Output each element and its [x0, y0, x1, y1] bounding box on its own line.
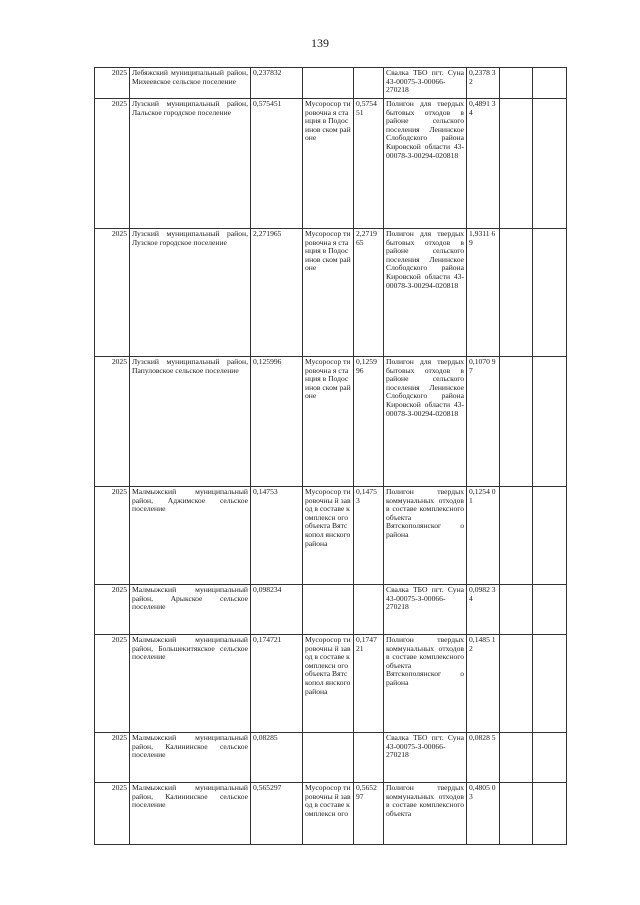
municipality-cell: Малмыжский муниципальный район, Большекитякское сельское поселение	[130, 635, 251, 733]
year-cell: 2025	[95, 487, 130, 585]
year-cell: 2025	[95, 585, 130, 635]
empty-cell	[533, 357, 567, 487]
table-row	[95, 68, 567, 99]
municipality-cell: Малмыжский муниципальный район, Калининское сельское поселение	[130, 783, 251, 845]
volume-cell: 0,125996	[251, 357, 303, 487]
volume-cell: 0,08285	[251, 733, 303, 783]
disposal-site-cell: Полигон твердых коммунальных отходов в составе комплексного объекта	[384, 783, 467, 845]
municipality-cell: Лузский муниципальный район, Лузское городское поселение	[130, 229, 251, 357]
processing-volume-cell: 0,1475 3	[354, 487, 384, 585]
processing-object-cell: Мусоросор тировочны й завод в составе комплексн ого	[303, 783, 354, 845]
empty-cell	[500, 357, 533, 487]
table-row	[95, 585, 567, 635]
year-cell: 2025	[95, 229, 130, 357]
municipality-cell: Лузский муниципальный район, Папуловское сельское поселение	[130, 357, 251, 487]
municipality-cell: Лебяжский муниципальный район, Михеевское сельское поселение	[130, 68, 251, 99]
municipality-cell: Малмыжский муниципальный район, Аджимское сельское поселение	[130, 487, 251, 585]
processing-volume-cell: 2,2719 65	[354, 229, 384, 357]
table-row	[95, 635, 567, 733]
processing-object-cell: Мусоросор тировочна я станция в Подосинов ском районе	[303, 357, 354, 487]
waste-flow-table	[94, 67, 567, 845]
empty-cell	[500, 783, 533, 845]
disposal-volume-cell: 0,4891 34	[467, 99, 500, 229]
table-row	[95, 733, 567, 783]
page-number: 139	[311, 36, 329, 50]
empty-cell	[500, 99, 533, 229]
empty-cell	[533, 99, 567, 229]
disposal-site-cell: Свалка ТБО пгт. Суна 43-00075-З-00066-270218	[384, 68, 467, 99]
empty-cell	[500, 635, 533, 733]
year-cell: 2025	[95, 635, 130, 733]
processing-volume-cell	[354, 733, 384, 783]
processing-volume-cell	[354, 68, 384, 99]
empty-cell	[533, 635, 567, 733]
volume-cell: 0,565297	[251, 783, 303, 845]
disposal-site-cell: Свалка ТБО пгт. Суна 43-00075-З-00066-270218	[384, 585, 467, 635]
volume-cell: 2,271965	[251, 229, 303, 357]
year-cell: 2025	[95, 357, 130, 487]
disposal-volume-cell: 0,2378 32	[467, 68, 500, 99]
processing-object-cell: Мусоросор тировочны й завод в составе комплексн ого объекта Вятскопол янского района	[303, 487, 354, 585]
processing-object-cell: Мусоросор тировочны й завод в составе комплексн ого объекта Вятскопол янского района	[303, 635, 354, 733]
table-row	[95, 783, 567, 845]
table-row	[95, 99, 567, 229]
table-row	[95, 487, 567, 585]
empty-cell	[500, 733, 533, 783]
municipality-cell: Лузский муниципальный район, Лальское городское поселение	[130, 99, 251, 229]
processing-object-cell: Мусоросор тировочна я станция в Подосинов ском районе	[303, 229, 354, 357]
disposal-site-cell: Полигон для твердых бытовых отходов в районе сельского поселения Ленинское Слободского района Кировской области 43-00078-З-00294-020818	[384, 357, 467, 487]
processing-volume-cell	[354, 585, 384, 635]
processing-object-cell	[303, 585, 354, 635]
volume-cell: 0,098234	[251, 585, 303, 635]
year-cell: 2025	[95, 733, 130, 783]
empty-cell	[500, 229, 533, 357]
empty-cell	[533, 585, 567, 635]
volume-cell: 0,237832	[251, 68, 303, 99]
processing-volume-cell: 0,5754 51	[354, 99, 384, 229]
empty-cell	[533, 733, 567, 783]
disposal-volume-cell: 0,1254 01	[467, 487, 500, 585]
disposal-site-cell: Полигон твердых коммунальных отходов в составе комплексного объекта Вятскополянског о района	[384, 635, 467, 733]
empty-cell	[533, 487, 567, 585]
volume-cell: 0,575451	[251, 99, 303, 229]
table-row	[95, 357, 567, 487]
processing-object-cell: Мусоросор тировочна я станция в Подосинов ском районе	[303, 99, 354, 229]
empty-cell	[500, 68, 533, 99]
disposal-site-cell: Полигон для твердых бытовых отходов в районе сельского поселения Ленинское Слободского района Кировской области 43-00078-З-00294-020818	[384, 229, 467, 357]
disposal-volume-cell: 0,1070 97	[467, 357, 500, 487]
empty-cell	[533, 229, 567, 357]
disposal-volume-cell: 0,1485 12	[467, 635, 500, 733]
volume-cell: 0,14753	[251, 487, 303, 585]
empty-cell	[500, 487, 533, 585]
disposal-volume-cell: 0,0828 5	[467, 733, 500, 783]
processing-volume-cell: 0,5652 97	[354, 783, 384, 845]
processing-volume-cell: 0,1747 21	[354, 635, 384, 733]
disposal-site-cell: Полигон твердых коммунальных отходов в составе комплексного объекта Вятскополянског о района	[384, 487, 467, 585]
disposal-volume-cell: 0,4805 03	[467, 783, 500, 845]
year-cell: 2025	[95, 99, 130, 229]
disposal-site-cell: Свалка ТБО пгт. Суна 43-00075-З-00066-270218	[384, 733, 467, 783]
municipality-cell: Малмыжский муниципальный район, Калининское сельское поселение	[130, 733, 251, 783]
processing-object-cell	[303, 68, 354, 99]
disposal-volume-cell: 1,9311 69	[467, 229, 500, 357]
processing-volume-cell: 0,1259 96	[354, 357, 384, 487]
empty-cell	[500, 585, 533, 635]
year-cell: 2025	[95, 783, 130, 845]
volume-cell: 0,174721	[251, 635, 303, 733]
table-row	[95, 229, 567, 357]
disposal-volume-cell: 0,0982 34	[467, 585, 500, 635]
processing-object-cell	[303, 733, 354, 783]
municipality-cell: Малмыжский муниципальный район, Арыкское сельское поселение	[130, 585, 251, 635]
disposal-site-cell: Полигон для твердых бытовых отходов в районе сельского поселения Ленинское Слободского района Кировской области 43-00078-З-00294-020818	[384, 99, 467, 229]
empty-cell	[533, 68, 567, 99]
year-cell: 2025	[95, 68, 130, 99]
empty-cell	[533, 783, 567, 845]
